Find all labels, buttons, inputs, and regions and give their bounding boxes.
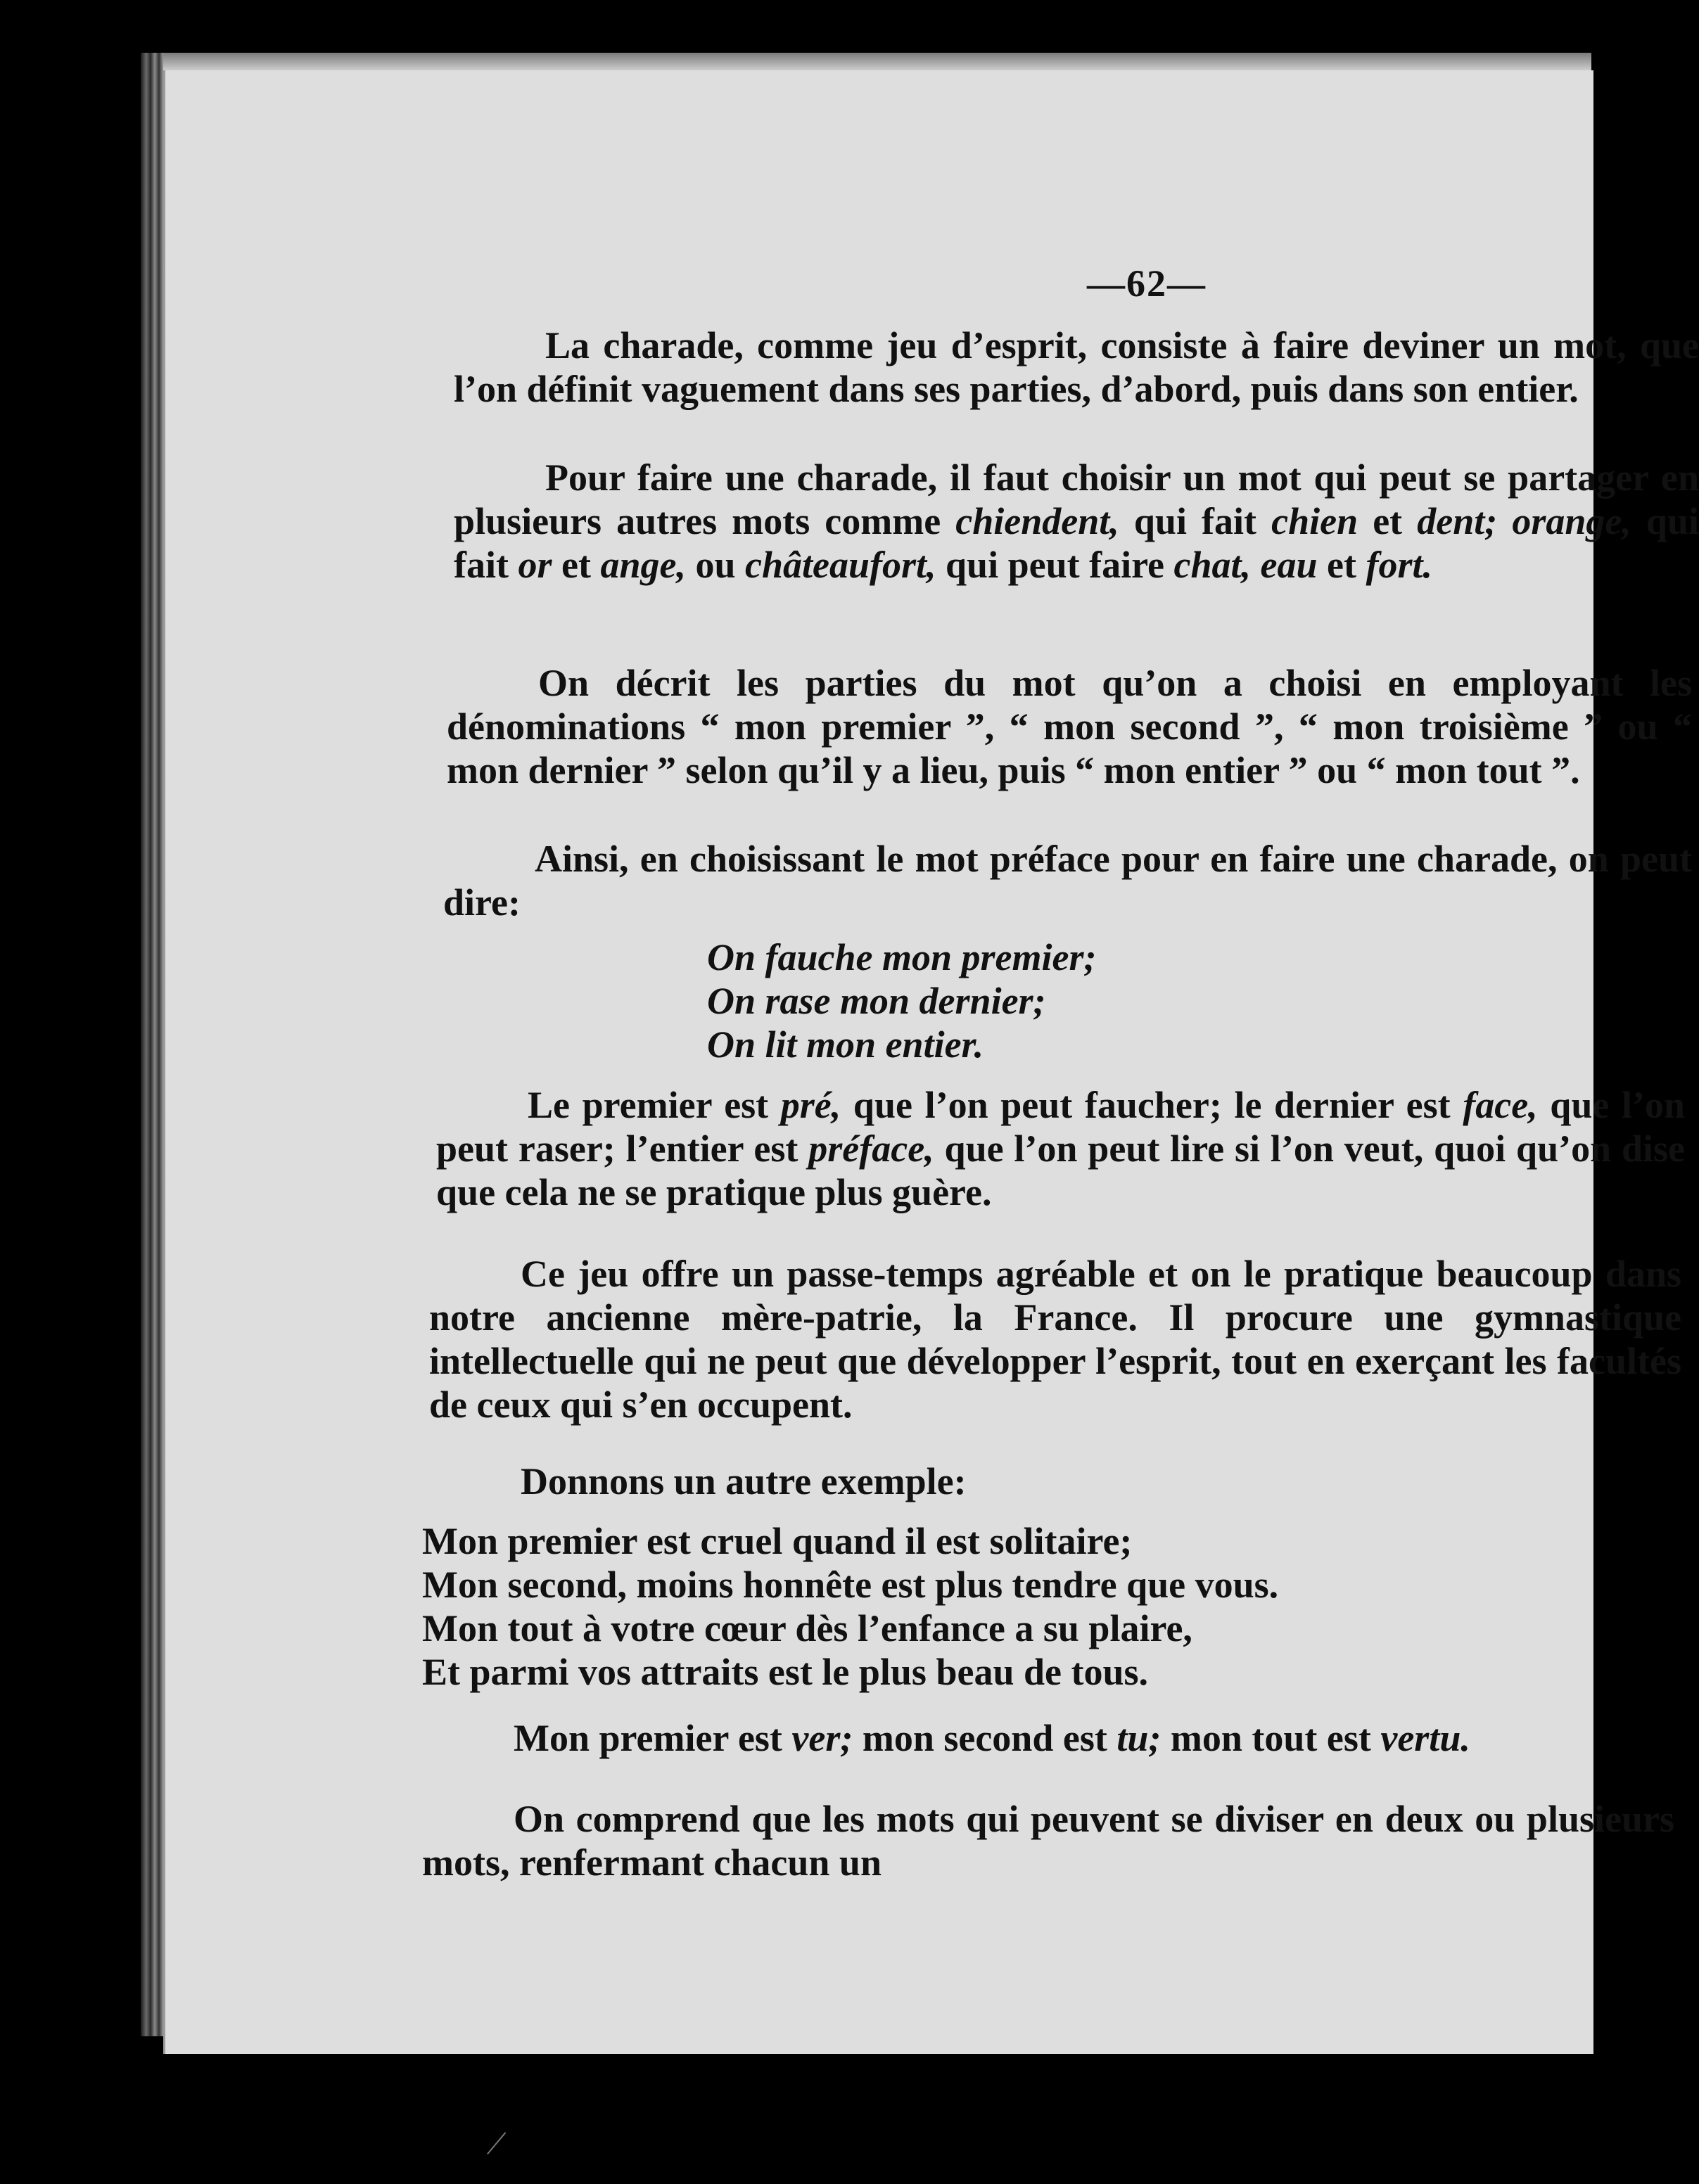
poem-line: Mon second, moins honnête est plus tendre que vous. [422, 1564, 1279, 1606]
text-run: et [1317, 544, 1366, 586]
italic-word: pré, [780, 1084, 841, 1126]
verse-line: On fauche mon premier; [707, 936, 1097, 978]
poem-line: Mon tout à votre cœur dès l’enfance a su plaire, [422, 1607, 1192, 1649]
poem-example [422, 1519, 1278, 1694]
verse-example [707, 935, 1097, 1066]
text-run: mon tout est [1161, 1717, 1381, 1759]
verse-line: On rase mon dernier; [707, 980, 1046, 1022]
italic-word: face, [1463, 1084, 1538, 1126]
poem-line: Et parmi vos attraits est le plus beau de tous. [422, 1651, 1149, 1693]
italic-word: préface, [808, 1128, 934, 1170]
italic-word: vertu. [1380, 1717, 1470, 1759]
text-run: Mon premier est [514, 1717, 792, 1759]
text-run: qui fait [454, 500, 1699, 586]
paragraph-4-text: Ainsi, en choisissant le mot préface pour en faire une charade, on peut dire: [443, 838, 1692, 924]
poem-line: Mon premier est cruel quand il est solitaire; [422, 1520, 1133, 1562]
paragraph-9 [422, 1797, 1674, 1884]
paragraph-9-text: On comprend que les mots qui peuvent se diviser en deux ou plusieurs mots, renfermant chacun un [422, 1798, 1674, 1884]
paragraph-2 [454, 456, 1699, 587]
italic-word: tu; [1116, 1717, 1162, 1759]
scan-mark [487, 2132, 528, 2173]
paragraph-8 [422, 1716, 1674, 1760]
text-run: qui peut faire [936, 544, 1174, 586]
text-run: Pour faire une charade, il faut choisir un mot qui peut se partager en plusieurs autres mots comme [454, 456, 1699, 542]
text-run: qui fait [1119, 500, 1272, 542]
book-page [163, 70, 1699, 2054]
paragraph-3 [447, 661, 1692, 792]
text-run: que l’on peut raser; l’entier est [436, 1084, 1685, 1170]
paragraph-5 [436, 1083, 1685, 1214]
italic-word: chien [1271, 500, 1358, 542]
paragraph-4 [443, 837, 1692, 924]
italic-word: châteaufort, [744, 544, 936, 586]
italic-word: dent; orange, [1417, 500, 1631, 542]
text-run: Le premier est [528, 1084, 781, 1126]
page-number: —62— [1087, 262, 1207, 305]
text-run: ou [685, 544, 745, 586]
text-run: et [552, 544, 601, 586]
paragraph-6 [429, 1252, 1681, 1426]
italic-word: fort. [1366, 544, 1432, 586]
paragraph-1 [454, 324, 1699, 411]
text-run: que l’on peut lire si l’on veut, quoi qu’on dise que cela ne se pratique plus guère. [436, 1128, 1685, 1213]
text-run: et [1358, 500, 1418, 542]
paragraph-1-text: La charade, comme jeu d’esprit, consiste à faire deviner un mot, que l’on définit vaguement dans ses parties, d’abord, puis dans son entier. [454, 324, 1699, 410]
italic-word: ver; [791, 1717, 853, 1759]
paragraph-7 [429, 1460, 1681, 1503]
page-text [165, 70, 1699, 2054]
paragraph-6-text: Ce jeu offre un passe-temps agréable et on le pratique beaucoup dans notre ancienne mère-patrie, la France. Il procure une gymnastique intellectuelle qui ne peut que développer l’esprit, tout en exerçant les facultés de ceux qui s’en occupent. [429, 1253, 1681, 1426]
italic-word: chat, eau [1173, 544, 1318, 586]
italic-word: chiendent, [955, 500, 1119, 542]
paragraph-3-text: On décrit les parties du mot qu’on a choisi en employant les dénominations “ mon premier ”, “ mon second ”, “ mon troisième ” ou “ mon dernier ” selon qu’il y a lieu, puis “ mon entier ” ou “ mon tout ”. [447, 662, 1692, 791]
verse-line: On lit mon entier. [707, 1023, 984, 1066]
text-run: mon second est [853, 1717, 1117, 1759]
italic-word: ange, [600, 544, 686, 586]
paragraph-7-text: Donnons un autre exemple: [521, 1460, 967, 1502]
italic-word: or [518, 544, 552, 586]
text-run: que l’on peut faucher; le dernier est [841, 1084, 1463, 1126]
